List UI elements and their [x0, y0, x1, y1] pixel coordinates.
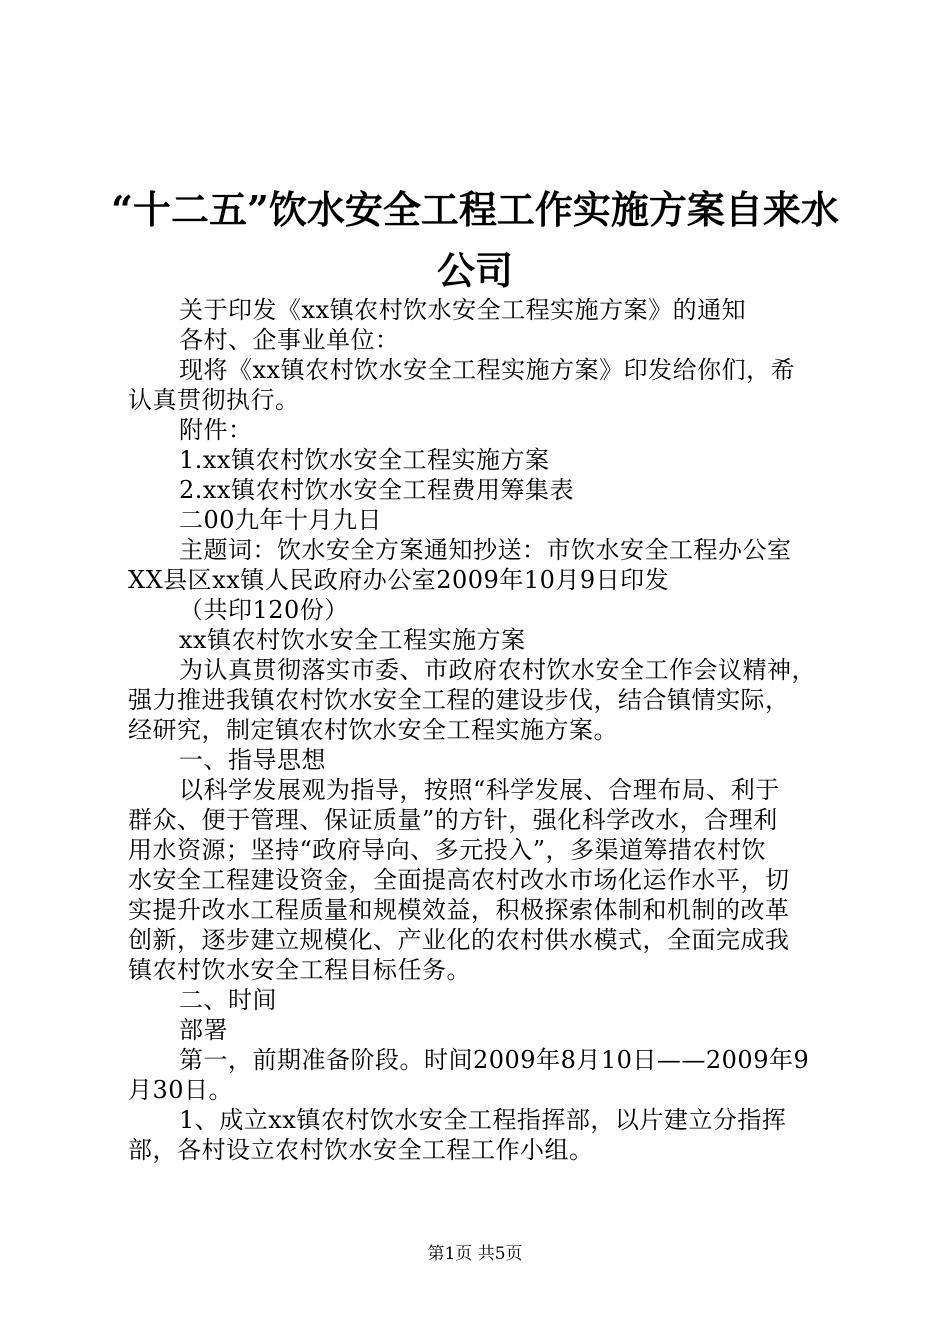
document-body	[128, 295, 838, 1165]
paragraph-line: 水安全工程建设资金，全面提高农村改水市场化运作水平，切	[128, 866, 790, 894]
page-footer: 第1页 共5页	[427, 1244, 523, 1264]
paragraph-line: xx镇农村饮水安全工程实施方案	[179, 626, 526, 654]
paragraph-line: 认真贯彻执行。	[128, 386, 300, 414]
paragraph-line: 强力推进我镇农村饮水安全工程的建设步伐，结合镇情实际，	[128, 686, 790, 714]
paragraph-line: 二00九年十月九日	[179, 506, 383, 534]
paragraph-line: 2.xx镇农村饮水安全工程费用筹集表	[179, 476, 574, 504]
paragraph-line: 为认真贯彻落实市委、市政府农村饮水安全工作会议精神，	[179, 656, 816, 684]
paragraph-line: 第一，前期准备阶段。时间2009年8月10日——2009年9	[179, 1046, 810, 1074]
paragraph-line: （共印120份）	[179, 596, 349, 624]
paragraph-line: 实提升改水工程质量和规模效益，积极探索体制和机制的改革	[128, 896, 790, 924]
paragraph-line: 以科学发展观为指导，按照“科学发展、合理布局、利于	[179, 776, 780, 804]
paragraph-line: 二、时间	[179, 986, 277, 1014]
paragraph-line: 1.xx镇农村饮水安全工程实施方案	[179, 446, 550, 474]
paragraph-line: 创新，逐步建立规模化、产业化的农村供水模式，全面完成我	[128, 926, 790, 954]
document-title-line-1: “十二五”饮水安全工程工作实施方案自来水	[111, 187, 839, 232]
paragraph-line: 部署	[179, 1016, 228, 1044]
paragraph-line: 用水资源；坚持“政府导向、多元投入”，多渠道筹措农村饮	[128, 836, 767, 864]
paragraph-line: 关于印发《xx镇农村饮水安全工程实施方案》的通知	[179, 296, 747, 324]
paragraph-line: 经研究，制定镇农村饮水安全工程实施方案。	[128, 716, 618, 744]
paragraph-line: XX县区xx镇人民政府办公室2009年10月9日印发	[128, 566, 670, 594]
paragraph-line: 月30日。	[128, 1076, 234, 1104]
paragraph-line: 部，各村设立农村饮水安全工程工作小组。	[128, 1136, 594, 1164]
paragraph-line: 1、成立xx镇农村饮水安全工程指挥部，以片建立分指挥	[179, 1106, 787, 1134]
paragraph-line: 各村、企事业单位：	[179, 326, 400, 354]
paragraph-line: 镇农村饮水安全工程目标任务。	[128, 956, 471, 984]
paragraph-line: 附件：	[179, 416, 253, 444]
document-title-line-2: 公司	[436, 248, 513, 293]
paragraph-line: 一、指导思想	[179, 746, 326, 774]
paragraph-line: 群众、便于管理、保证质量”的方针，强化科学改水，合理利	[128, 806, 778, 834]
paragraph-line: 现将《xx镇农村饮水安全工程实施方案》印发给你们，希	[179, 356, 796, 384]
paragraph-line: 主题词：饮水安全方案通知抄送：市饮水安全工程办公室	[179, 536, 792, 564]
